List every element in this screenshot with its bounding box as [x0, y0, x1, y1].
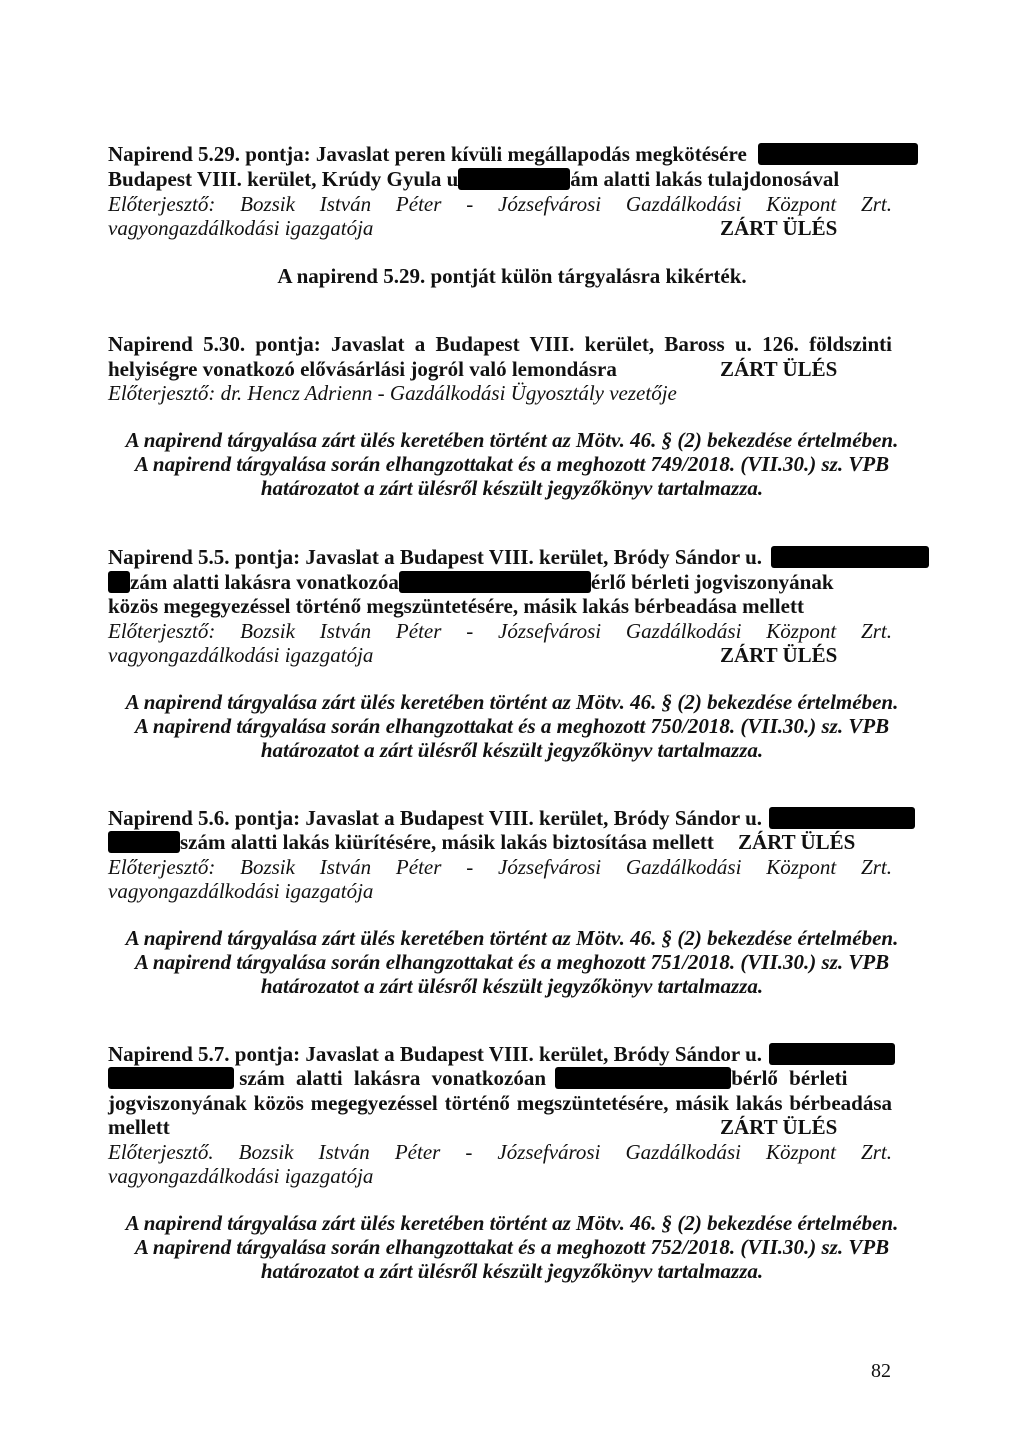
item-5-5-presenter: Előterjesztő: Bozsik István Péter - Józsefvárosi Gazdálkodási Központ Zrt. — [108, 619, 892, 643]
item-5-5-presenter-title: vagyongazdálkodási igazgatója — [108, 643, 374, 667]
redaction-bar — [555, 1067, 731, 1089]
item-5-7-closed-session: ZÁRT ÜLÉS — [720, 1115, 838, 1139]
heading-text: Budapest VIII. kerület, Krúdy Gyula u — [108, 167, 459, 191]
item-5-7-heading — [108, 1042, 898, 1067]
item-5-5-resolution-2: A napirend tárgyalása során elhangzottakat és a meghozott 750/2018. (VII.30.) sz. VPB — [134, 714, 890, 738]
item-5-7-presenter-title: vagyongazdálkodási igazgatója — [108, 1164, 374, 1188]
item-5-5-closed-session: ZÁRT ÜLÉS — [720, 643, 838, 667]
heading-text: ám alatti lakás tulajdonosával — [570, 167, 840, 191]
heading-text: érlő bérleti jogviszonyának — [590, 570, 834, 594]
item-5-7-resolution-2: A napirend tárgyalása során elhangzottakat és a meghozott 752/2018. (VII.30.) sz. VPB — [134, 1235, 890, 1259]
item-5-6-presenter-title: vagyongazdálkodási igazgatója — [108, 879, 374, 903]
item-5-7-heading-line2 — [108, 1066, 898, 1091]
item-5-7-heading-line3: jogviszonyának közös megegyezéssel történő megszüntetésére, másik lakás bérbeadása — [108, 1091, 892, 1115]
redaction-bar — [769, 807, 915, 829]
item-5-7-heading-line4: mellett — [108, 1115, 170, 1139]
heading-text: Napirend 5.6. pontja: Javaslat a Budapest VIII. kerület, Bródy Sándor u. — [108, 806, 763, 830]
item-5-29-closed-session: ZÁRT ÜLÉS — [720, 216, 838, 240]
item-5-6-closed-session: ZÁRT ÜLÉS — [738, 830, 856, 854]
item-5-6-resolution-2: A napirend tárgyalása során elhangzottakat és a meghozott 751/2018. (VII.30.) sz. VPB — [134, 950, 890, 974]
redaction-bar — [399, 571, 591, 593]
item-5-6-presenter: Előterjesztő: Bozsik István Péter - Józsefvárosi Gazdálkodási Központ Zrt. — [108, 855, 892, 879]
redaction-bar — [771, 546, 929, 568]
item-5-7-presenter: Előterjesztő. Bozsik István Péter - Józsefvárosi Gazdálkodási Központ Zrt. — [108, 1140, 892, 1164]
redaction-bar — [108, 831, 180, 853]
redaction-bar — [758, 143, 918, 165]
heading-text: Napirend 5.7. pontja: Javaslat a Budapest VIII. kerület, Bródy Sándor u. — [108, 1042, 763, 1066]
item-5-30-closed-session: ZÁRT ÜLÉS — [720, 357, 838, 381]
item-5-29-heading-line2 — [108, 167, 898, 192]
item-5-6-resolution-3: határozatot a zárt ülésről készült jegyzőkönyv tartalmazza. — [260, 974, 764, 998]
redaction-bar — [458, 168, 570, 190]
item-5-29-presenter-title: vagyongazdálkodási igazgatója — [108, 216, 374, 240]
item-5-30-resolution-3: határozatot a zárt ülésről készült jegyzőkönyv tartalmazza. — [260, 476, 764, 500]
heading-text: szám alatti lakásra vonatkozóan — [239, 1066, 546, 1090]
heading-text: szám alatti lakás kiürítésére, másik lakás biztosítása mellett — [180, 830, 714, 854]
redaction-bar — [108, 571, 130, 593]
item-5-7-resolution-3: határozatot a zárt ülésről készült jegyzőkönyv tartalmazza. — [260, 1259, 764, 1283]
item-5-5-resolution-1: A napirend tárgyalása zárt ülés keretében történt az Mötv. 46. § (2) bekezdése értelmében. — [125, 690, 899, 714]
heading-text: Napirend 5.29. pontja: Javaslat peren kívüli megállapodás megkötésére — [108, 142, 747, 166]
item-5-30-resolution-2: A napirend tárgyalása során elhangzottakat és a meghozott 749/2018. (VII.30.) sz. VPB — [134, 452, 890, 476]
item-5-29-presenter: Előterjesztő: Bozsik István Péter - Józsefvárosi Gazdálkodási Központ Zrt. — [108, 192, 892, 216]
item-5-29-heading — [108, 142, 898, 167]
item-5-29-note: A napirend 5.29. pontját külön tárgyalásra kikérték. — [277, 264, 747, 288]
item-5-5-heading — [108, 545, 898, 570]
redaction-bar — [769, 1043, 895, 1065]
item-5-5-heading-line2 — [108, 570, 898, 595]
item-5-30-presenter: Előterjesztő: dr. Hencz Adrienn - Gazdálkodási Ügyosztály vezetője — [108, 381, 677, 405]
redaction-bar — [108, 1067, 234, 1089]
item-5-30-heading-line2: helyiségre vonatkozó elővásárlási jogról való lemondásra — [108, 357, 617, 381]
item-5-5-resolution-3: határozatot a zárt ülésről készült jegyzőkönyv tartalmazza. — [260, 738, 764, 762]
heading-text: bérlő bérleti — [731, 1066, 848, 1090]
heading-text: Napirend 5.5. pontja: Javaslat a Budapest VIII. kerület, Bródy Sándor u. — [108, 545, 763, 569]
heading-text: zám alatti lakásra vonatkozóa — [130, 570, 399, 594]
item-5-6-heading — [108, 806, 898, 831]
item-5-7-resolution-1: A napirend tárgyalása zárt ülés keretében történt az Mötv. 46. § (2) bekezdése értelmében. — [125, 1211, 899, 1235]
item-5-5-heading-line3: közös megegyezéssel történő megszüntetésére, másik lakás bérbeadása mellett — [108, 594, 804, 618]
page-number: 82 — [871, 1360, 891, 1382]
item-5-30-heading: Napirend 5.30. pontja: Javaslat a Budapest VIII. kerület, Baross u. 126. földszinti — [108, 332, 892, 356]
item-5-30-resolution-1: A napirend tárgyalása zárt ülés keretében történt az Mötv. 46. § (2) bekezdése értelmében. — [125, 428, 899, 452]
item-5-6-resolution-1: A napirend tárgyalása zárt ülés keretében történt az Mötv. 46. § (2) bekezdése értelmében. — [125, 926, 899, 950]
